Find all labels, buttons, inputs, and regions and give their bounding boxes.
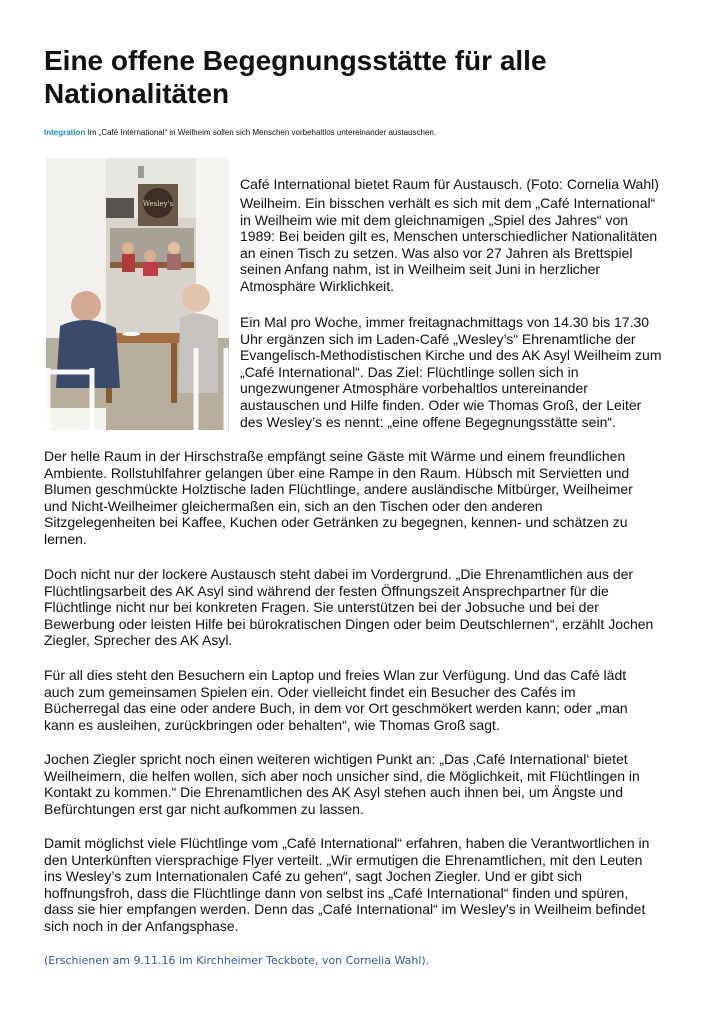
cafe-sign-text: Wesley's [142,200,174,208]
article-teaser-line [44,128,436,138]
paragraph-6: Jochen Ziegler spricht noch einen weiteren wichtigen Punkt an: „Das ‚Café International‘ bietet Weilheimern, die helfen wollen, sich aber noch unsicher sind, die Möglichkeit, mit Flüchtlingen in Kontakt zu kommen.“ Die Ehrenamtlichen des AK Asyl stehen auch ihnen bei, um Ängste und Befürchtungen erst gar nicht aufkommen zu lassen. [44,751,640,817]
paragraph-2: Ein Mal pro Woche, immer freitagnachmittags von 14.30 bis 17.30 Uhr ergänzen sich im Laden-Café „Wesley’s“ Ehrenamtliche der Evangelisch-Methodistischen Kirche und des AK Asyl Weilheim zum „Café International“. Das Ziel: Flüchtlinge sollen sich in ungezwungener Atmosphäre vorbehaltlos untereinander austauschen und Hilfe finden. Oder wie Thomas Groß, der Leiter des Wesley’s es nennt: „eine offene Begegnungsstätte sein“. [240,314,662,430]
source-note: (Erschienen am 9.11.16 im Kirchheimer Teckbote, von Cornelia Wahl). [44,954,430,967]
teaser-text: Im „Café International“ in Weilheim sollen sich Menschen vorbehaltlos untereinander austauschen. [87,128,437,137]
photo-caption: Café International bietet Raum für Austausch. (Foto: Cornelia Wahl) [240,176,659,192]
paragraph-4: Doch nicht nur der lockere Austausch steht dabei im Vordergrund. „Die Ehrenamtlichen aus der Flüchtlingsarbeit des AK Asyl sind während der festen Öffnungszeit Ansprechpartner für die Flüchtlinge nicht nur bei konkreten Fragen. Sie unterstützen bei der Jobsuche und bei der Bewerbung oder leisten Hilfe bei bürokratischen Dingen oder beim Deutschlernen“, erzählt Jochen Ziegler, Sprecher des AK Asyl. [44,566,654,649]
paragraph-1: Weilheim. Ein bisschen verhält es sich mit dem „Café International“ in Weilheim wie mit dem gleichnamigen „Spiel des Jahres“ von 1989: Bei beiden gilt es, Menschen unterschiedlicher Nationalitäten an einen Tisch zu setzen. Was also vor 27 Jahren als Brettspiel seinen Anfang nahm, ist in Weilheim seit Juni in herzlicher Atmosphäre Wirklichkeit. [240,195,658,294]
article-photo [46,158,229,430]
paragraph-7: Damit möglichst viele Flüchtlinge vom „Café International“ erfahren, haben die Verantwortlichen in den Unterkünften viersprachige Flyer verteilt. „Wir ermutigen die Ehrenamtlichen, mit den Leuten ins Wesley’s zum Internationalen Café zu gehen“, sagt Jochen Ziegler. Und er gibt sich hoffnungsfroh, dass die Flüchtlinge dann von selbst ins „Café International“ finden und spüren, dass sie hier empfangen werden. Denn das „Café International“ im Wesley's in Weilheim befindet sich noch in der Anfangsphase. [44,835,650,934]
paragraph-5: Für all dies steht den Besuchern ein Laptop und freies Wlan zur Verfügung. Und das Café lädt auch zum gemeinsamen Spielen ein. Oder vielleicht findet ein Besucher des Cafés im Bücherregal das eine oder andere Buch, in dem vor Ort geschmökert werden kann; oder „man kann es ausleihen, zurückbringen oder behalten“, wie Thomas Groß sagt. [44,667,628,733]
article-title: Eine offene Begegnungsstätte für alle Nationalitäten [44,45,547,109]
paragraph-3: Der helle Raum in der Hirschstraße empfängt seine Gäste mit Wärme und einem freundlichen Ambiente. Rollstuhlfahrer gelangen über eine Rampe in den Raum. Hübsch mit Servietten und Blumen geschmückte Holztische laden Flüchtlinge, andere ausländische Mitbürger, Weilheimer und Nicht-Weilheimer gleichermaßen ein, sich an den Tischen oder den anderen Sitzgelegenheiten bei Kaffee, Kuchen oder Getränken zu begegnen, kennen- und schätzen zu lernen. [44,448,633,547]
topic-tag: Integration [44,128,86,137]
